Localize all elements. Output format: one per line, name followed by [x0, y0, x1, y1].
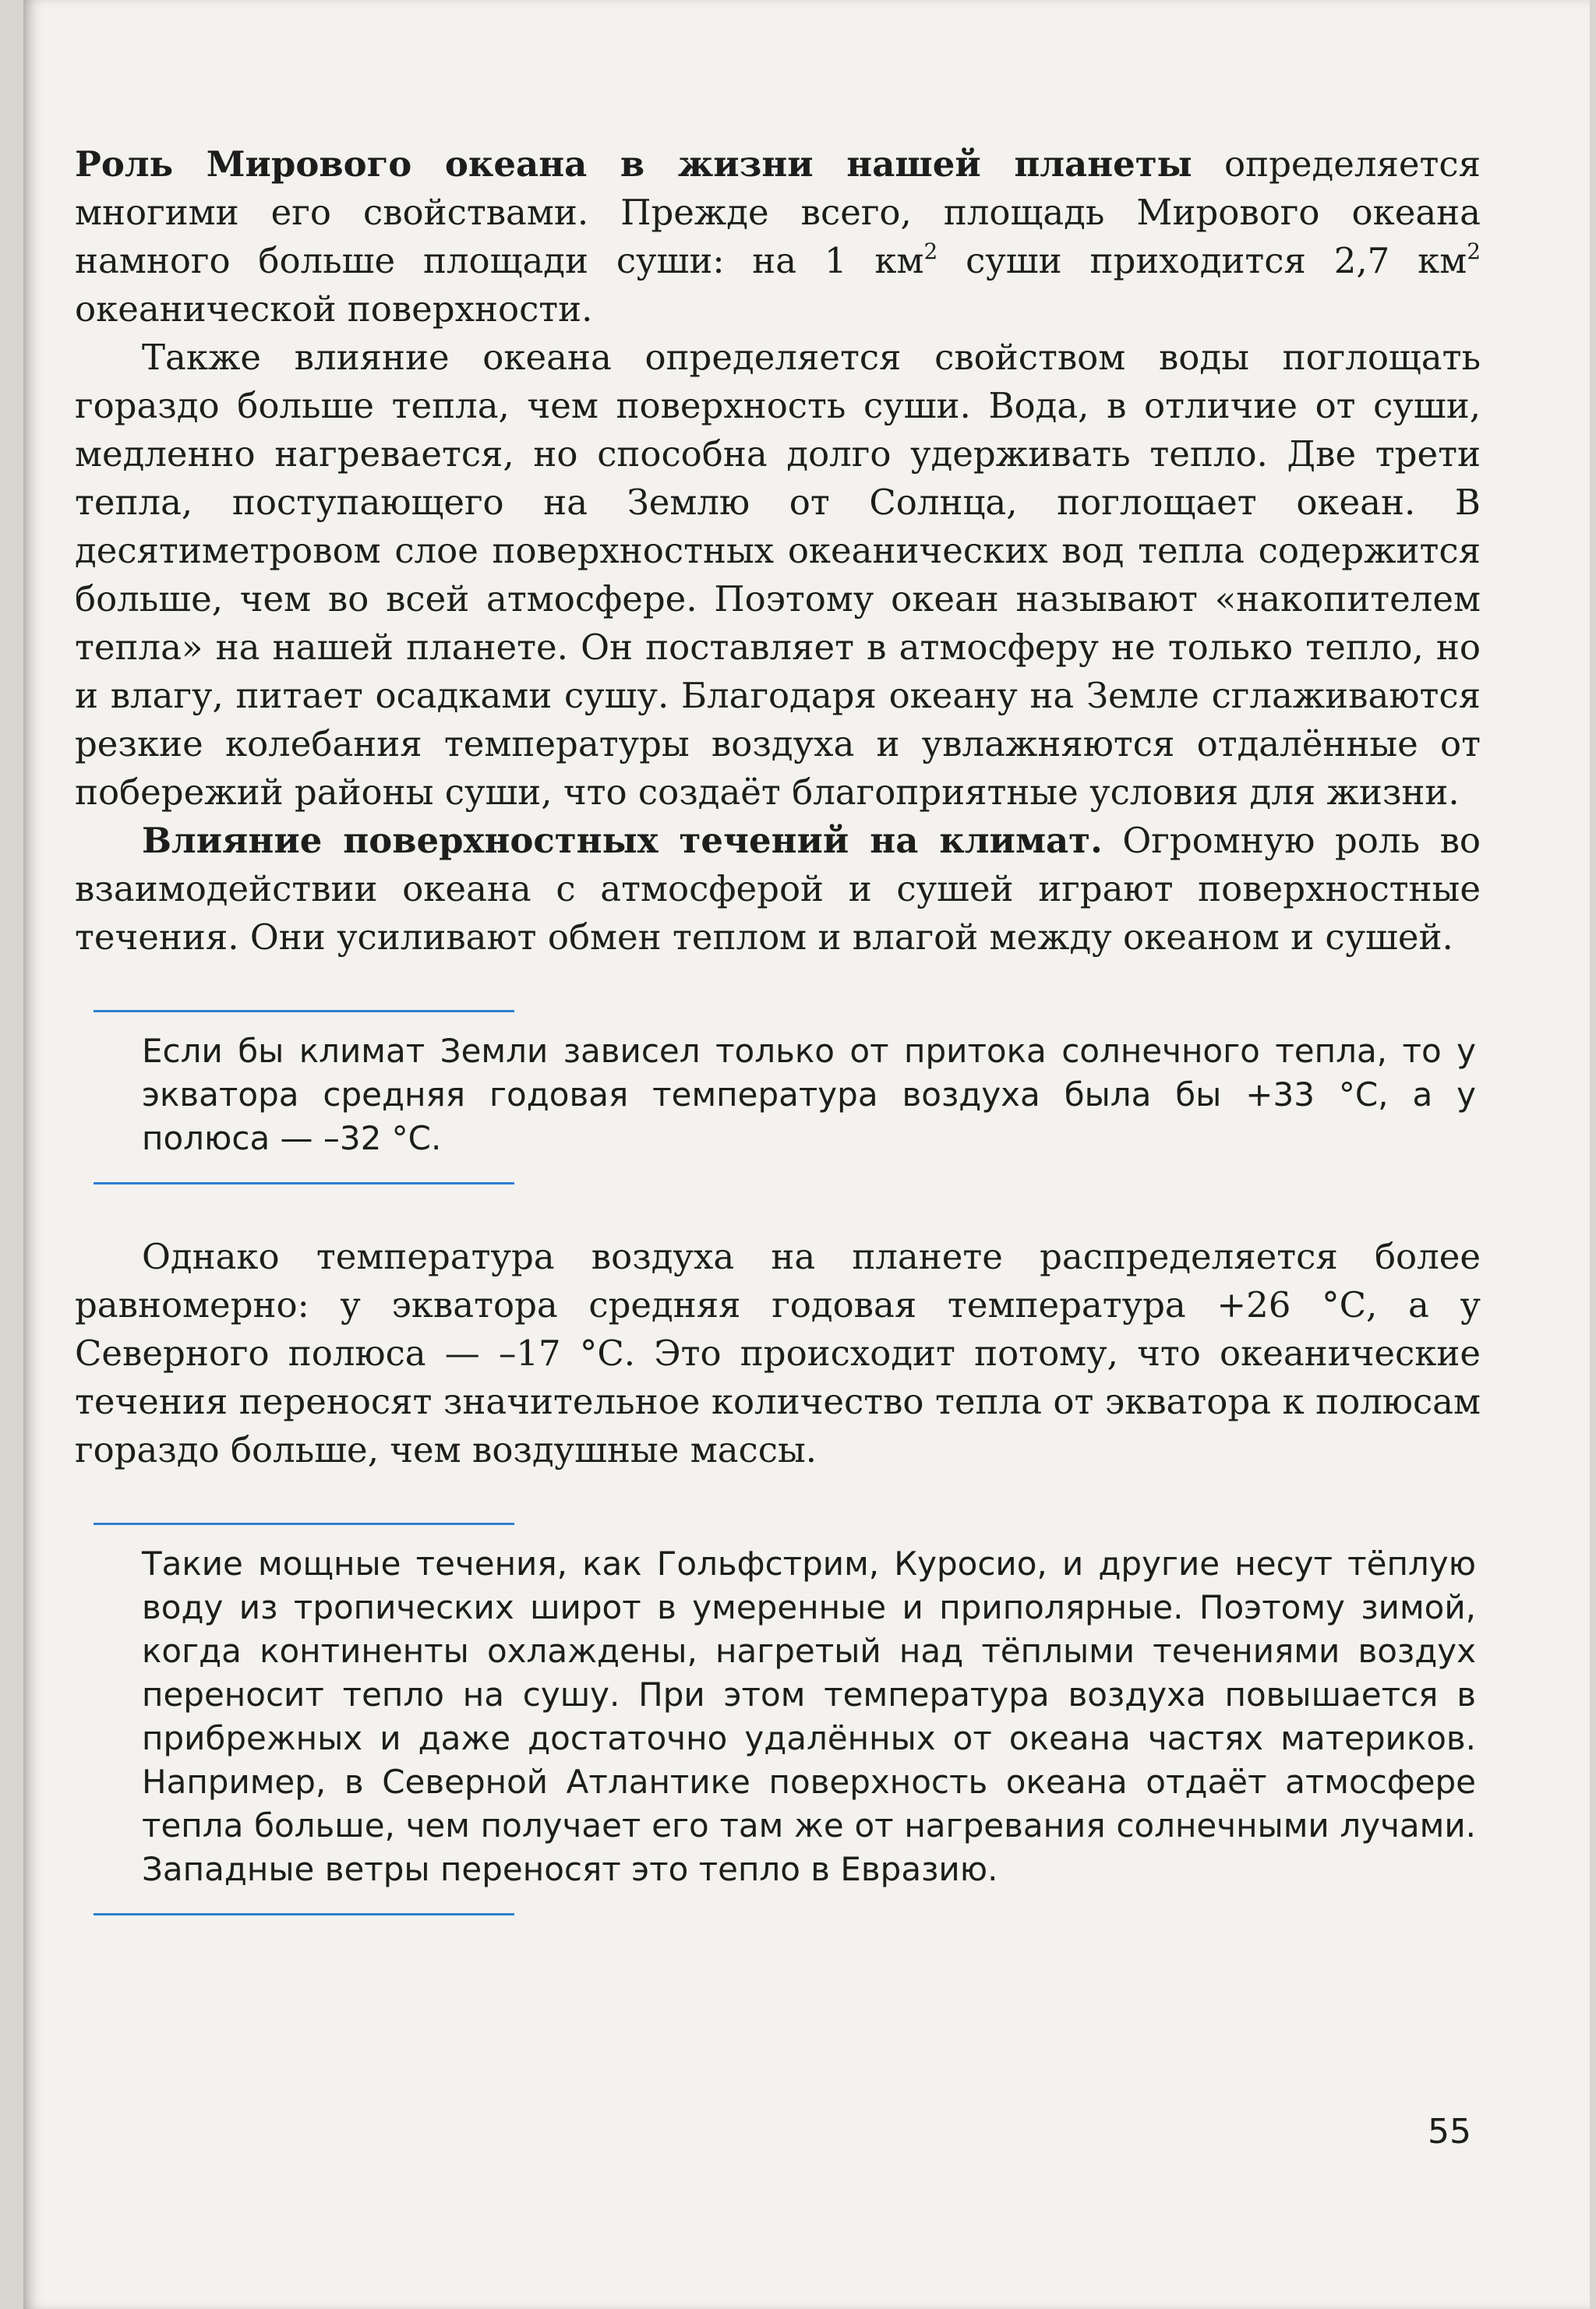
- note-divider-top: [94, 1010, 514, 1012]
- paragraph-text: суши приходится 2,7 км: [937, 240, 1467, 281]
- page-number: 55: [1428, 2112, 1471, 2152]
- page-content: [75, 140, 1481, 1915]
- paragraph-temperature-distribution: Однако температура воздуха на планете распределяется более равномерно: у экватора средняя годовая температура +26 °С, а у Северного полюса — –17 °С. Это происходит потому, что океанические течения переносят значительное количество тепла от экватора к полюсам гораздо больше, чем воздушные массы.: [75, 1236, 1481, 1470]
- note-divider-bottom: [94, 1913, 514, 1915]
- paragraph-currents-climate: [75, 817, 1481, 962]
- note-hypothetical-climate: Если бы климат Земли зависел только от притока солнечного тепла, то у экватора средняя годовая температура воздуха была бы +33 °С, а у полюса — –32 °С.: [142, 1032, 1476, 1157]
- note-warm-currents: Такие мощные течения, как Гольфстрим, Куросио, и другие несут тёплую воду из тропических широт в умеренные и приполярные. Поэтому зимой, когда континенты охлаждены, нагретый над тёплыми течениями воздух переносит тепло на сушу. При этом температура воздуха повышается в прибрежных и даже достаточно удалённых от океана частях материков. Например, в Северной Атлантике поверхность океана отдаёт атмосфере тепла больше, чем получает его там же от нагревания солнечными лучами. Западные ветры переносят это тепло в Евразию.: [142, 1545, 1476, 1888]
- paragraph-ocean-role: [75, 140, 1481, 334]
- note-divider-top: [94, 1523, 514, 1525]
- superscript: 2: [1467, 238, 1481, 264]
- lead-currents-climate: Влияние поверхностных течений на климат.: [142, 820, 1103, 861]
- textbook-page: [23, 0, 1590, 2309]
- paragraph-text: определяется многими его свойствами. Прежде всего, площадь Мирового океана намного больше площади суши: на 1 км: [75, 143, 1481, 281]
- note-divider-bottom: [94, 1182, 514, 1185]
- paragraph-text: океанической поверхности.: [75, 288, 593, 330]
- paragraph-heat-absorption: Также влияние океана определяется свойством воды поглощать гораздо больше тепла, чем поверхность суши. Вода, в отличие от суши, медленно нагревается, но способна долго удерживать тепло. Две трети тепла, поступающего на Землю от Солнца, поглощает океан. В десятиметровом слое поверхностных океанических вод тепла содержится больше, чем во всей атмосфере. Поэтому океан называют «накопителем тепла» на нашей планете. Он поставляет в атмосферу не только тепло, но и влагу, питает осадками сушу. Благодаря океану на Земле сглаживаются резкие колебания температуры воздуха и увлажняются отдалённые от побережий районы суши, что создаёт благоприятные условия для жизни.: [75, 337, 1481, 813]
- superscript: 2: [923, 238, 938, 264]
- lead-ocean-role: Роль Мирового океана в жизни нашей планеты: [75, 143, 1192, 185]
- paragraph-text: Огромную роль во взаимодействии океана с атмосферой и сушей играют поверхностные течения. Они усиливают обмен теплом и влагой между океаном и сушей.: [75, 820, 1481, 958]
